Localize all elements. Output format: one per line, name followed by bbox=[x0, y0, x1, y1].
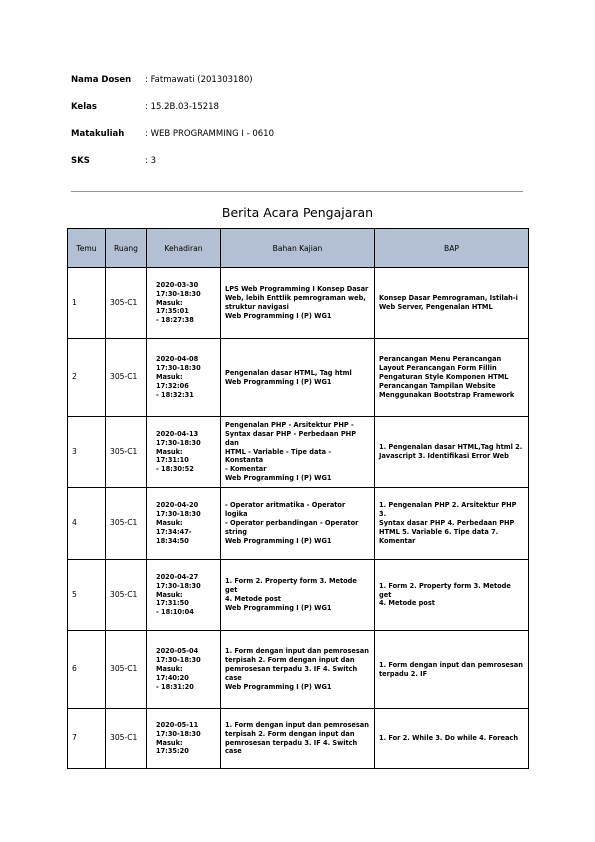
cell-kehadiran bbox=[147, 631, 221, 709]
cell-temu: 1 bbox=[68, 268, 106, 339]
cell-temu: 7 bbox=[68, 709, 106, 769]
cell-ruang: 305-C1 bbox=[106, 631, 147, 709]
cell-line: Pengenalan dasar HTML, Tag html bbox=[225, 368, 352, 377]
cell-line: 17:30-18:30 bbox=[156, 438, 201, 447]
col-header-ruang: Ruang bbox=[106, 229, 147, 268]
cell-line: Web Programming I (P) WG1 bbox=[225, 474, 332, 483]
cell-line: struktur navigasi bbox=[225, 303, 289, 311]
cell-bahan-kajian bbox=[221, 709, 375, 769]
cell-line: 1. Pengenalan PHP 2. Arsitektur PHP 3. bbox=[379, 501, 517, 519]
cell-line: - Operator perbandingan - Operator bbox=[225, 519, 359, 528]
cell-line: Syntax dasar PHP 4. Perbedaan PHP bbox=[379, 519, 515, 528]
cell-line: 4. Metode post bbox=[379, 599, 435, 608]
cell-ruang: 305-C1 bbox=[106, 268, 147, 339]
cell-line: Masuk: 17:35:20 bbox=[156, 738, 189, 756]
cell-bahan-kajian bbox=[221, 560, 375, 631]
cell-line: 2020-04-27 bbox=[156, 572, 199, 581]
info-value: : WEB PROGRAMMING I - 0610 bbox=[145, 129, 274, 139]
cell-line: - 18:27:38 bbox=[156, 316, 194, 325]
bap-table bbox=[67, 228, 529, 769]
info-value: : Fatmawati (201303180) bbox=[145, 75, 253, 85]
table-row bbox=[68, 709, 529, 769]
cell-line: 1. Form dengan input dan pemrosesan bbox=[225, 647, 369, 656]
cell-line: Perancangan Menu Perancangan bbox=[379, 355, 502, 364]
cell-line: 1. Pengenalan dasar HTML,Tag html 2. bbox=[379, 443, 523, 452]
cell-line: Komentar bbox=[379, 536, 416, 545]
cell-line: Web Server, Pengenalan HTML bbox=[379, 303, 493, 311]
cell-bahan-kajian bbox=[221, 417, 375, 488]
cell-line: 17:30-18:30 bbox=[156, 510, 201, 519]
table-row bbox=[68, 268, 529, 339]
cell-line: 1. Form 2. Property form 3. Metode get bbox=[225, 577, 357, 595]
cell-bahan-kajian bbox=[221, 339, 375, 417]
cell-line: - 18:32:31 bbox=[156, 390, 194, 399]
cell-kehadiran bbox=[147, 268, 221, 339]
cell-kehadiran bbox=[147, 709, 221, 769]
page-title: Berita Acara Pengajaran bbox=[221, 205, 374, 220]
table-row bbox=[68, 339, 529, 417]
cell-line: Masuk: 17:35:01 bbox=[156, 298, 189, 316]
cell-line: LPS Web Programming I Konsep Dasar bbox=[225, 285, 369, 294]
table-row bbox=[68, 488, 529, 560]
cell-line: 2020-04-08 bbox=[156, 355, 199, 364]
divider bbox=[71, 191, 523, 192]
cell-line: 17:30-18:30 bbox=[156, 364, 201, 373]
cell-temu: 6 bbox=[68, 631, 106, 709]
cell-bahan-kajian bbox=[221, 268, 375, 339]
cell-line: pemrosesan terpadu 3. IF 4. Switch bbox=[225, 665, 358, 674]
cell-line: case bbox=[225, 747, 242, 756]
cell-line: Javascript 3. Identifikasi Error Web bbox=[379, 452, 509, 460]
cell-line: 18:34:50 bbox=[156, 536, 189, 545]
cell-line: Layout Perancangan Form Fillin bbox=[379, 364, 497, 373]
cell-line: - Komentar bbox=[225, 465, 267, 474]
cell-line: Konsep Dasar Pemrograman, Istilah-i bbox=[379, 294, 518, 303]
cell-line: - Operator aritmatika - Operator logika bbox=[225, 501, 346, 519]
cell-bahan-kajian bbox=[221, 488, 375, 560]
cell-line: Pengenalan PHP - Arsitektur PHP - bbox=[225, 420, 354, 429]
cell-bap bbox=[375, 339, 529, 417]
cell-bap bbox=[375, 488, 529, 560]
cell-line: 2020-04-20 bbox=[156, 501, 199, 510]
cell-line: 2020-05-11 bbox=[156, 720, 199, 729]
cell-line: - 18:30:52 bbox=[156, 465, 194, 474]
cell-line: Menggunakan Bootstrap Framework bbox=[379, 390, 515, 399]
cell-line: - 18:10:04 bbox=[156, 608, 194, 617]
cell-bap bbox=[375, 417, 529, 488]
cell-kehadiran bbox=[147, 417, 221, 488]
cell-line: Syntax dasar PHP - Perbedaan PHP dan bbox=[225, 429, 357, 447]
cell-line: HTML 5. Variable 6. Tipe data 7. bbox=[379, 527, 499, 536]
cell-line: 1. Form dengan input dan pemrosesan bbox=[225, 720, 369, 729]
cell-bap bbox=[375, 560, 529, 631]
cell-line: Masuk: 17:31:50 bbox=[156, 590, 189, 608]
cell-line: terpadu 2. IF bbox=[379, 669, 428, 678]
info-value: : 3 bbox=[145, 156, 156, 166]
cell-line: 1. Form 2. Property form 3. Metode get bbox=[379, 581, 511, 599]
cell-line: Web Programming I (P) WG1 bbox=[225, 377, 332, 386]
cell-line: 1. For 2. While 3. Do while 4. Foreach bbox=[379, 734, 519, 743]
table-row bbox=[68, 560, 529, 631]
info-label: Matakuliah bbox=[71, 129, 125, 139]
cell-kehadiran bbox=[147, 560, 221, 631]
cell-ruang: 305-C1 bbox=[106, 339, 147, 417]
cell-line: Masuk: 17:34:47- bbox=[156, 519, 192, 536]
cell-ruang: 305-C1 bbox=[106, 560, 147, 631]
cell-line: case bbox=[225, 673, 242, 682]
cell-line: Perancangan Tampilan Website bbox=[379, 381, 496, 390]
cell-temu: 5 bbox=[68, 560, 106, 631]
cell-line: terpisah 2. Form dengan input dan bbox=[225, 656, 355, 665]
cell-line: pemrosesan terpadu 3. IF 4. Switch bbox=[225, 738, 358, 747]
cell-kehadiran bbox=[147, 488, 221, 560]
cell-line: 2020-03-30 bbox=[156, 280, 199, 289]
cell-bap bbox=[375, 268, 529, 339]
cell-line: Web Programming I (P) WG1 bbox=[225, 682, 332, 691]
table-row bbox=[68, 417, 529, 488]
cell-line: 17:30-18:30 bbox=[156, 729, 201, 738]
cell-temu: 3 bbox=[68, 417, 106, 488]
cell-ruang: 305-C1 bbox=[106, 488, 147, 560]
col-header-bap: BAP bbox=[375, 229, 529, 268]
col-header-kehadiran: Kehadiran bbox=[147, 229, 221, 268]
cell-line: 17:30-18:30 bbox=[156, 289, 201, 298]
cell-temu: 4 bbox=[68, 488, 106, 560]
cell-line: string bbox=[225, 527, 248, 536]
info-value: : 15.2B.03-15218 bbox=[145, 102, 219, 112]
cell-line: Masuk: 17:40:20 bbox=[156, 665, 189, 682]
cell-ruang: 305-C1 bbox=[106, 417, 147, 488]
cell-line: - 18:31:20 bbox=[156, 682, 194, 691]
cell-kehadiran bbox=[147, 339, 221, 417]
cell-line: Masuk: 17:31:10 bbox=[156, 447, 189, 465]
cell-line: 2020-05-04 bbox=[156, 647, 199, 656]
cell-line: Web, lebih Enttlik pemrograman web, bbox=[225, 294, 366, 303]
cell-line: HTML - Variable - Tipe data - Konstanta bbox=[225, 447, 332, 465]
cell-line: 17:30-18:30 bbox=[156, 581, 201, 590]
cell-line: terpisah 2. Form dengan input dan bbox=[225, 729, 355, 738]
cell-bap bbox=[375, 709, 529, 769]
cell-line: 1. Form dengan input dan pemrosesan bbox=[379, 660, 523, 669]
cell-bahan-kajian bbox=[221, 631, 375, 709]
table-header-row bbox=[68, 229, 529, 268]
col-header-temu: Temu bbox=[68, 229, 106, 268]
cell-temu: 2 bbox=[68, 339, 106, 417]
cell-line: Web Programming I (P) WG1 bbox=[225, 536, 332, 545]
cell-line: 4. Metode post bbox=[225, 595, 281, 603]
cell-line: 17:30-18:30 bbox=[156, 656, 201, 665]
cell-line: Web Programming I (P) WG1 bbox=[225, 603, 332, 612]
info-label: Kelas bbox=[71, 102, 97, 112]
cell-line: 2020-04-13 bbox=[156, 429, 199, 438]
cell-line: Pengaturan Style Komponen HTML bbox=[379, 373, 509, 382]
table-row bbox=[68, 631, 529, 709]
cell-line: Masuk: 17:32:06 bbox=[156, 373, 189, 390]
cell-bap bbox=[375, 631, 529, 709]
info-label: Nama Dosen bbox=[71, 75, 132, 85]
col-header-bahan-kajian: Bahan Kajian bbox=[221, 229, 375, 268]
cell-line: Web Programming I (P) WG1 bbox=[225, 311, 332, 320]
cell-ruang: 305-C1 bbox=[106, 709, 147, 769]
info-label: SKS bbox=[71, 156, 90, 166]
